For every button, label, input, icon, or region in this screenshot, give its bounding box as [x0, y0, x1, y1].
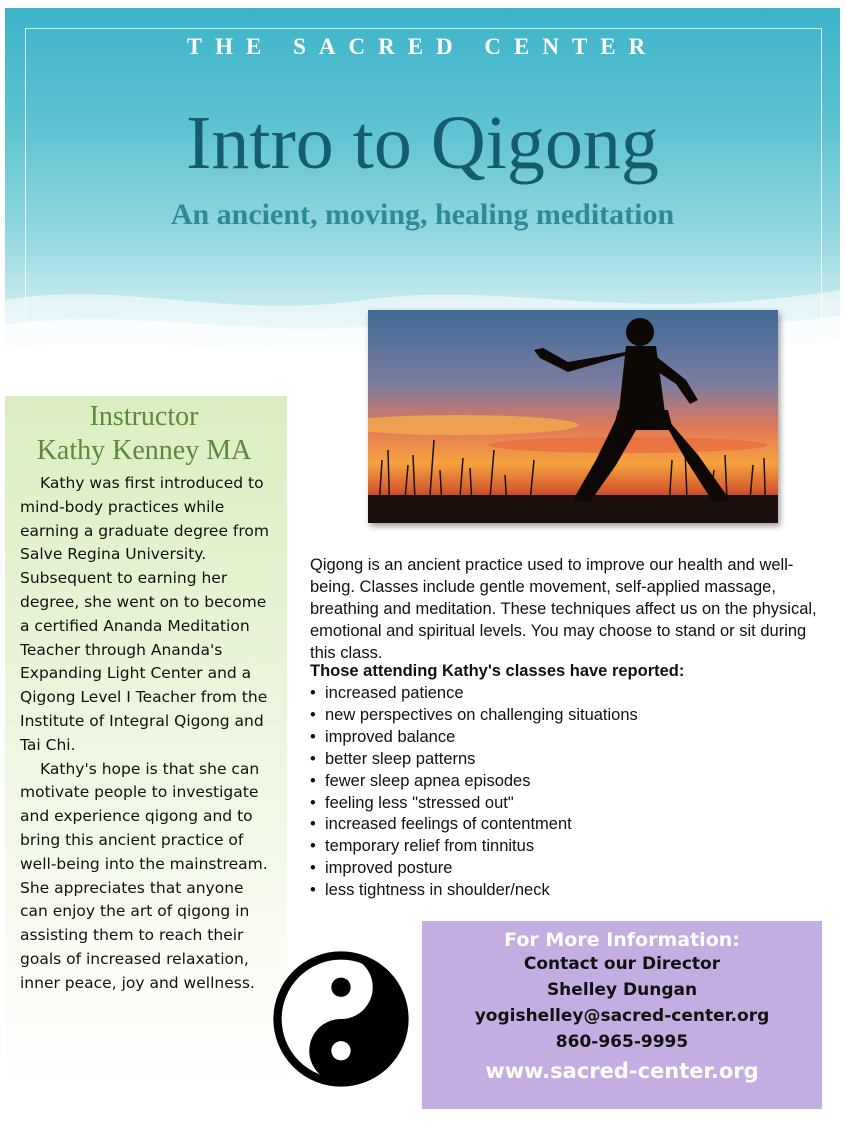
- description-text: Qigong is an ancient practice used to improve our health and well-being. Classes include gentle movement, self-applied massage, breathing and meditation. These techniques affect us on the physical, emotional and spiritual levels. You may choose to stand or sit during this class.: [310, 556, 817, 662]
- bio-paragraph-1: Kathy was first introduced to mind-body practices while earning a graduate degree from Salve Regina University. Subsequent to earning her degree, she went on to become a certified Ananda Meditation Teacher through Ananda's Expanding Light Center and a Qigong Level I Teacher from the Institute of Integral Qigong and Tai Chi.: [20, 474, 270, 754]
- page-subtitle: An ancient, moving, healing meditation: [170, 198, 675, 231]
- list-item: • improved balance: [310, 727, 820, 749]
- list-item: • temporary relief from tinnitus: [310, 836, 820, 858]
- qigong-silhouette-photo: [368, 310, 778, 523]
- bio-paragraph-2: Kathy's hope is that she can motivate people to investigate and experience qigong and to bring this ancient practice of well-being into the mainstream. She appreciates that anyone can enjoy the art of qigong in assisting them to reach their goals of increased relaxation, inner peace, joy and wellness.: [20, 759, 268, 992]
- list-item: • new perspectives on challenging situations: [310, 705, 820, 727]
- contact-website-link[interactable]: www.sacred-center.org: [485, 1059, 759, 1083]
- contact-phone: 860-965-9995: [555, 1032, 689, 1052]
- list-item: • increased patience: [310, 683, 820, 705]
- instructor-name: Kathy Kenney MA: [36, 435, 252, 466]
- brand-name: THE SACRED CENTER: [186, 34, 659, 59]
- list-item: • increased feelings of contentment: [310, 814, 820, 836]
- page-title: Intro to Qigong: [186, 101, 659, 185]
- yin-yang-icon: [272, 950, 410, 1088]
- contact-email[interactable]: yogishelley@sacred-center.org: [474, 1006, 770, 1026]
- contact-director-label: Contact our Director: [523, 954, 721, 974]
- class-description: [310, 554, 820, 664]
- benefits-list: [310, 683, 820, 902]
- contact-heading: For More Information:: [504, 929, 740, 951]
- list-item: • fewer sleep apnea episodes: [310, 771, 820, 793]
- instructor-label: Instructor: [89, 401, 199, 432]
- list-item: • better sleep patterns: [310, 749, 820, 771]
- instructor-bio: [20, 472, 270, 996]
- list-item: • feeling less "stressed out": [310, 793, 820, 815]
- list-item: • less tightness in shoulder/neck: [310, 880, 820, 902]
- contact-name: Shelley Dungan: [546, 980, 698, 1000]
- benefits-heading: Those attending Kathy's classes have reported:: [310, 662, 685, 680]
- list-item: • improved posture: [310, 858, 820, 880]
- contact-info-box: [422, 921, 822, 1109]
- instructor-heading: [5, 400, 283, 468]
